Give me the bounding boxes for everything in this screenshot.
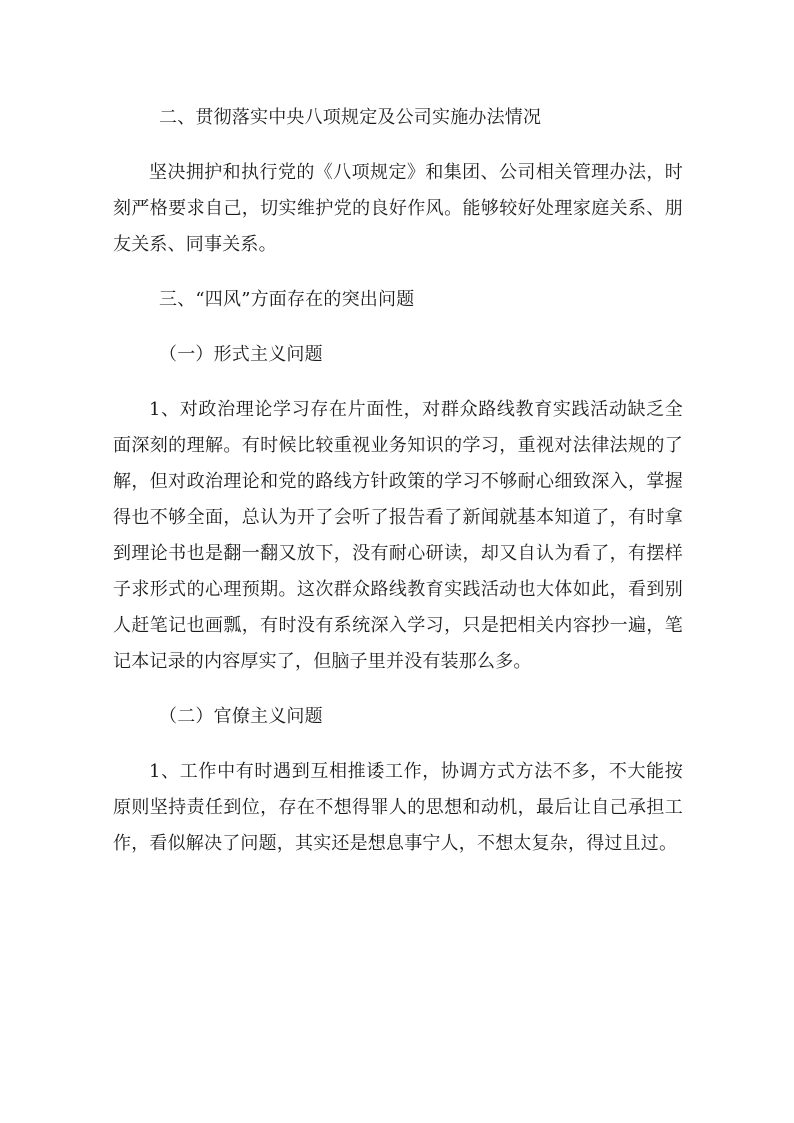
paragraph-bureaucratism-1: 1、工作中有时遇到互相推诿工作，协调方式方法不多，不大能按原则坚持责任到位，存在不想得罪人的思想和动机，最后让自己承担工作，看似解决了问题，其实还是想息事宁人，不想太复杂，得过且过。: [113, 761, 683, 854]
section-heading-3: 三、“四风”方面存在的突出问题: [159, 289, 415, 310]
subheading-formalism: （一）形式主义问题: [159, 344, 323, 365]
section-heading-2: 二、贯彻落实中央八项规定及公司实施办法情况: [159, 107, 542, 128]
paragraph-formalism-1: 1、对政治理论学习存在片面性，对群众路线教育实践活动缺乏全面深刻的理解。有时候比较重视业务知识的学习，重视对法律法规的了解，但对政治理论和党的路线方针政策的学习不够耐心细致深入，掌握得也不够全面，总认为开了会听了报告看了新闻就基本知道了，有时拿到理论书也是翻一翻又放下，没有耐心研读，却又自认为看了，有摆样子求形式的心理预期。这次群众路线教育实践活动也大体如此，看到别人赶笔记也画瓢，有时没有系统深入学习，只是把相关内容抄一遍，笔记本记录的内容厚实了，但脑子里并没有装那么多。: [113, 399, 683, 672]
paragraph-eight-rules: 坚决拥护和执行党的《八项规定》和集团、公司相关管理办法，时刻严格要求自己，切实维护党的良好作风。能够较好处理家庭关系、朋友关系、同事关系。: [113, 162, 683, 255]
subheading-bureaucratism: （二）官僚主义问题: [159, 706, 323, 727]
document-body: [113, 100, 683, 862]
